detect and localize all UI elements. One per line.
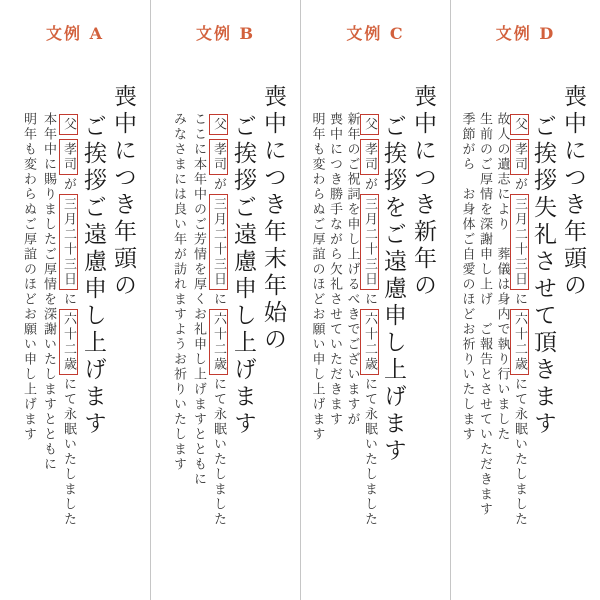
body-line <box>326 0 344 600</box>
body-line <box>343 0 361 600</box>
body-text: が <box>362 177 377 192</box>
name-field-box: 孝司 <box>209 139 228 175</box>
body-text: が <box>61 177 76 192</box>
body-text: に <box>362 292 377 307</box>
age-field-box: 六十二歳 <box>209 309 228 375</box>
title-line: ご挨拶ご遠慮申し上げます <box>80 114 106 438</box>
body-line <box>493 0 511 600</box>
relation-field-box: 父 <box>209 114 228 135</box>
body-text: 季節がら お身体ご自愛のほどお祈りいたします <box>459 112 475 442</box>
age-field-box: 六十二歳 <box>360 309 379 375</box>
body-text: にて永眠いたしました <box>211 377 226 527</box>
body-line <box>476 0 494 600</box>
body-text: みなさまには良い年が訪れますようお祈りいたします <box>171 112 186 472</box>
date-field-box: 三月二十三日 <box>59 194 78 290</box>
name-field-box: 孝司 <box>510 139 529 175</box>
title-line: 喪中につき年頭の <box>110 84 136 300</box>
body-text: が <box>211 177 226 192</box>
vertical-text-block <box>308 0 438 600</box>
age-field-box: 六十二歳 <box>510 309 529 375</box>
body-text: ここに本年中のご芳情を厚くお礼申し上げますとともに <box>191 112 206 487</box>
sample-column-d <box>450 0 600 600</box>
body-text: 新年のご祝詞を申し上げるべきでございますが <box>344 112 360 427</box>
date-field-box: 三月二十三日 <box>510 194 529 290</box>
body-text: 生前のご厚情を深謝申し上げ ご報告とさせていただきます <box>477 112 492 517</box>
body-line <box>188 0 208 600</box>
body-line <box>308 0 326 600</box>
body-line <box>361 0 379 600</box>
body-text: 故人の遺志により 葬儀は身内で執り行いました <box>494 112 510 442</box>
title-line: ご挨拶失礼させて頂きます <box>530 114 556 438</box>
body-text: にて永眠いたしました <box>512 377 527 527</box>
sample-column-a <box>0 0 150 600</box>
sample-column-c <box>300 0 450 600</box>
name-field-box: 孝司 <box>59 139 78 175</box>
title-line: 喪中につき年末年始の <box>260 84 286 354</box>
column-label: 文例 B <box>195 24 256 43</box>
body-text: 明年も変わらぬご厚誼のほどお願い申し上げます <box>21 112 36 442</box>
body-text: に <box>512 292 527 307</box>
date-field-box: 三月二十三日 <box>360 194 379 290</box>
relation-field-box: 父 <box>59 114 78 135</box>
title-line: 喪中につき年頭の <box>560 84 586 300</box>
vertical-text-block <box>18 0 138 600</box>
column-label: 文例 D <box>495 24 556 43</box>
title-line: 喪中につき新年の <box>410 84 436 300</box>
vertical-text-block <box>168 0 288 600</box>
age-field-box: 六十二歳 <box>59 309 78 375</box>
body-text: にて永眠いたしました <box>362 377 377 527</box>
body-text: が <box>512 177 527 192</box>
body-line <box>168 0 188 600</box>
vertical-text-block <box>458 0 588 600</box>
relation-field-box: 父 <box>510 114 529 135</box>
body-line <box>38 0 58 600</box>
body-line <box>511 0 529 600</box>
title-line: ご挨拶ご遠慮申し上げます <box>230 114 256 438</box>
body-line <box>18 0 38 600</box>
body-text: に <box>61 292 76 307</box>
body-text: 明年も変わらぬご厚誼のほどお願い申し上げます <box>309 112 325 442</box>
body-text: に <box>211 292 226 307</box>
body-text: にて永眠いたしました <box>61 377 76 527</box>
date-field-box: 三月二十三日 <box>209 194 228 290</box>
body-text: 喪中につき勝手ながら欠礼させていただきます <box>327 112 342 427</box>
title-line: ご挨拶をご遠慮申し上げます <box>380 114 406 465</box>
sample-column-b <box>150 0 300 600</box>
body-line <box>208 0 228 600</box>
body-line <box>458 0 476 600</box>
relation-field-box: 父 <box>360 114 379 135</box>
column-label: 文例 C <box>346 24 405 43</box>
name-field-box: 孝司 <box>360 139 379 175</box>
body-text: 本年中に賜りましたご厚情を深謝いたしますとともに <box>41 112 56 472</box>
body-line <box>58 0 78 600</box>
column-label: 文例 A <box>46 24 104 43</box>
